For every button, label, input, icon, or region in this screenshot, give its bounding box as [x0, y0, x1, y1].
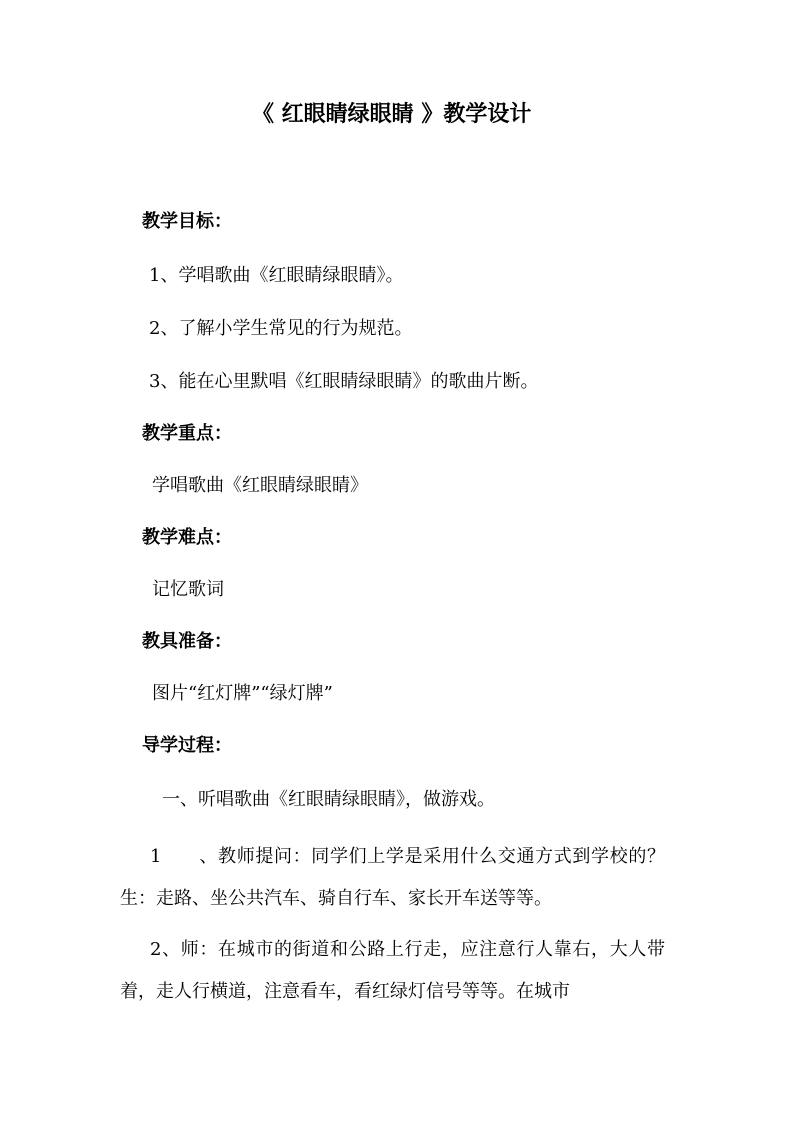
- process-paragraph-1: 1 、教师提问：同学们上学是采用什么交通方式到学校的？生：走路、坐公共汽车、骑自行车、家长开车送等等。: [120, 846, 665, 909]
- key-points-heading: 教学重点：: [142, 423, 232, 444]
- process-heading: 导学过程：: [142, 735, 232, 756]
- difficulty-heading: 教学难点：: [142, 527, 232, 548]
- process-step-1: 一、听唱歌曲《红眼睛绿眼睛》，做游戏。: [162, 789, 495, 810]
- key-points-text: 学唱歌曲《红眼睛绿眼睛》: [152, 475, 368, 496]
- tools-heading: 教具准备：: [142, 631, 232, 652]
- goal-item-2: 2、了解小学生常见的行为规范。: [149, 318, 413, 339]
- document-title: 《 红眼睛绿眼睛 》教学设计: [252, 101, 532, 127]
- goal-item-1: 1、学唱歌曲《红眼睛绿眼睛》。: [149, 265, 404, 286]
- goal-item-3: 3、能在心里默唱《红眼睛绿眼睛》的歌曲片断。: [149, 371, 539, 392]
- tools-text: 图片“红灯牌”“绿灯牌”: [152, 683, 333, 704]
- goals-heading: 教学目标：: [142, 211, 232, 232]
- difficulty-text: 记忆歌词: [152, 579, 224, 600]
- process-paragraph-2: 2、师：在城市的街道和公路上行走，应注意行人靠右，大人带着，走人行横道，注意看车，看红绿灯信号等等。在城市: [120, 939, 665, 1002]
